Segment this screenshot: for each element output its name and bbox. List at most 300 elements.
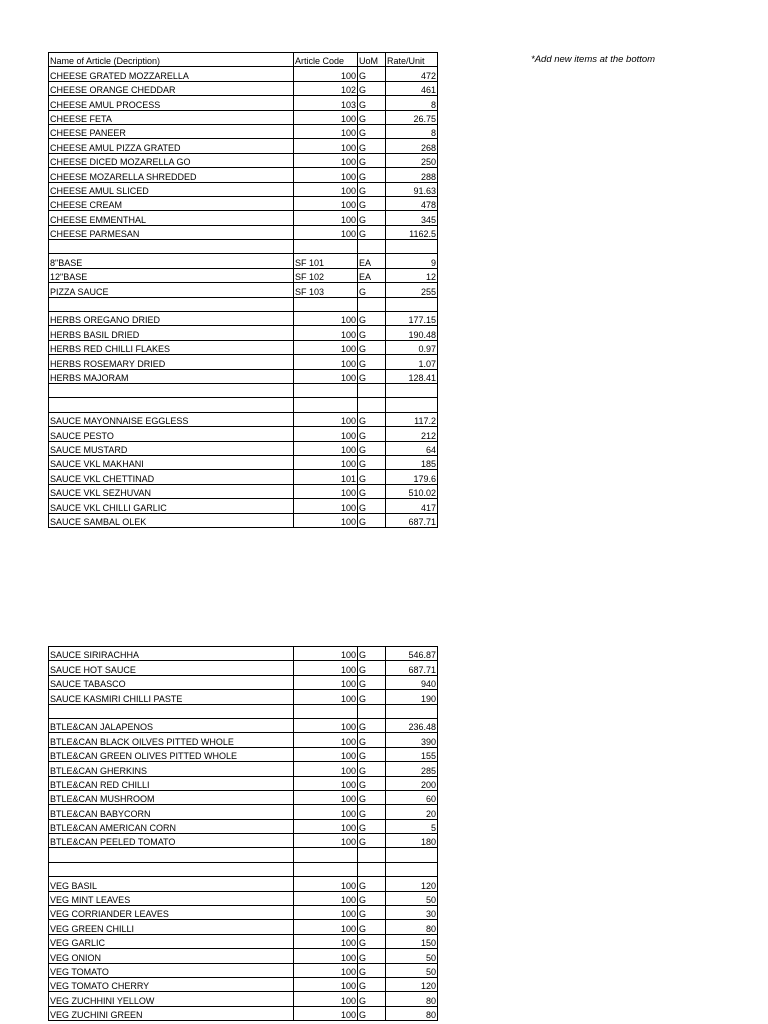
article-code-cell[interactable]: 102 — [294, 81, 358, 95]
uom-cell[interactable]: G — [358, 124, 386, 138]
uom-cell[interactable]: G — [358, 182, 386, 196]
add-items-note: *Add new items at the bottom — [531, 54, 656, 65]
rate-cell[interactable]: 50 — [386, 949, 438, 963]
rate-cell[interactable]: 180 — [386, 834, 438, 848]
table-row — [49, 934, 438, 948]
table-row — [49, 427, 438, 441]
table-row — [49, 747, 438, 761]
rate-cell[interactable]: 285 — [386, 762, 438, 776]
uom-cell[interactable]: G — [358, 369, 386, 383]
article-code-cell[interactable]: 100 — [294, 647, 358, 661]
table-row — [49, 124, 438, 138]
uom-cell[interactable] — [358, 862, 386, 876]
article-code-cell[interactable] — [294, 297, 358, 311]
table-row — [49, 805, 438, 819]
table-row — [49, 977, 438, 991]
uom-cell[interactable]: G — [358, 834, 386, 848]
article-name-cell[interactable]: VEG TOMATO — [49, 963, 294, 977]
table-row — [49, 776, 438, 790]
article-code-cell[interactable]: 100 — [294, 819, 358, 833]
rate-cell[interactable]: 472 — [386, 67, 438, 81]
article-name-cell[interactable]: CHEESE GRATED MOZZARELLA — [49, 67, 294, 81]
rate-cell[interactable]: 30 — [386, 906, 438, 920]
rate-cell[interactable]: 461 — [386, 81, 438, 95]
uom-cell[interactable]: G — [358, 819, 386, 833]
rate-cell[interactable]: 5 — [386, 819, 438, 833]
uom-cell[interactable]: G — [358, 963, 386, 977]
article-name-cell[interactable]: VEG TOMATO CHERRY — [49, 977, 294, 991]
table-row — [49, 906, 438, 920]
rate-cell[interactable]: 185 — [386, 455, 438, 469]
rate-cell[interactable]: 8 — [386, 124, 438, 138]
rate-cell[interactable]: 155 — [386, 747, 438, 761]
uom-cell[interactable]: G — [358, 81, 386, 95]
uom-cell[interactable]: G — [358, 499, 386, 513]
article-code-cell[interactable]: 101 — [294, 470, 358, 484]
article-name-cell[interactable]: BTLE&CAN BABYCORN — [49, 805, 294, 819]
uom-cell[interactable]: G — [358, 110, 386, 124]
rate-cell[interactable]: 128.41 — [386, 369, 438, 383]
article-name-cell[interactable]: SAUCE HOT SAUCE — [49, 661, 294, 675]
table-row — [49, 441, 438, 455]
article-code-cell[interactable] — [294, 240, 358, 254]
article-code-cell[interactable]: 100 — [294, 920, 358, 934]
uom-cell[interactable]: G — [358, 340, 386, 354]
uom-cell[interactable] — [358, 398, 386, 412]
table-row — [49, 283, 438, 297]
rate-cell[interactable]: 9 — [386, 254, 438, 268]
table-row — [49, 240, 438, 254]
article-name-cell[interactable]: SAUCE VKL CHILLI GARLIC — [49, 499, 294, 513]
article-code-cell[interactable] — [294, 848, 358, 862]
table-row — [49, 499, 438, 513]
table-row — [49, 254, 438, 268]
article-code-cell[interactable]: 100 — [294, 110, 358, 124]
uom-cell[interactable]: G — [358, 67, 386, 81]
rate-cell[interactable]: 1.07 — [386, 355, 438, 369]
article-name-cell[interactable]: BTLE&CAN JALAPENOS — [49, 718, 294, 732]
uom-cell[interactable]: G — [358, 513, 386, 527]
rate-cell[interactable]: 0.97 — [386, 340, 438, 354]
article-code-cell[interactable]: 100 — [294, 790, 358, 804]
table-row — [49, 862, 438, 876]
article-code-cell[interactable]: 100 — [294, 312, 358, 326]
article-code-cell[interactable] — [294, 398, 358, 412]
uom-cell[interactable]: G — [358, 153, 386, 167]
article-code-cell[interactable]: 100 — [294, 834, 358, 848]
article-name-cell[interactable]: CHEESE ORANGE CHEDDAR — [49, 81, 294, 95]
table-row — [49, 470, 438, 484]
article-code-cell[interactable]: 100 — [294, 484, 358, 498]
rate-cell[interactable]: 60 — [386, 790, 438, 804]
article-code-cell[interactable]: 100 — [294, 762, 358, 776]
table-row — [49, 1006, 438, 1020]
article-code-cell[interactable]: 100 — [294, 934, 358, 948]
rate-cell[interactable]: 390 — [386, 733, 438, 747]
article-name-cell[interactable]: BTLE&CAN AMERICAN CORN — [49, 819, 294, 833]
table-row — [49, 412, 438, 426]
article-code-cell[interactable]: 100 — [294, 661, 358, 675]
article-code-cell[interactable]: 100 — [294, 805, 358, 819]
uom-cell[interactable]: G — [358, 877, 386, 891]
table-row — [49, 675, 438, 689]
table-row — [49, 647, 438, 661]
article-name-cell[interactable] — [49, 848, 294, 862]
rate-cell[interactable]: 80 — [386, 992, 438, 1006]
rate-cell[interactable]: 80 — [386, 920, 438, 934]
table-row — [49, 268, 438, 282]
article-name-cell[interactable]: CHEESE AMUL PROCESS — [49, 96, 294, 110]
uom-cell[interactable]: G — [358, 168, 386, 182]
table-row — [49, 326, 438, 340]
uom-cell[interactable]: G — [358, 718, 386, 732]
uom-cell[interactable]: G — [358, 934, 386, 948]
article-name-cell[interactable]: VEG BASIL — [49, 877, 294, 891]
table-row — [49, 153, 438, 167]
article-name-cell[interactable]: SAUCE VKL MAKHANI — [49, 455, 294, 469]
uom-cell[interactable] — [358, 240, 386, 254]
article-code-cell[interactable]: 100 — [294, 412, 358, 426]
table-row — [49, 762, 438, 776]
article-code-cell[interactable]: 100 — [294, 977, 358, 991]
article-name-cell[interactable]: VEG GREEN CHILLI — [49, 920, 294, 934]
article-name-cell[interactable]: HERBS OREGANO DRIED — [49, 312, 294, 326]
uom-cell[interactable]: G — [358, 484, 386, 498]
uom-cell[interactable]: G — [358, 747, 386, 761]
uom-cell[interactable]: G — [358, 139, 386, 153]
article-code-cell[interactable]: 100 — [294, 776, 358, 790]
table-row — [49, 398, 438, 412]
uom-cell[interactable]: G — [358, 211, 386, 225]
table-row — [49, 455, 438, 469]
rate-cell[interactable]: 26.75 — [386, 110, 438, 124]
article-name-cell[interactable]: VEG CORRIANDER LEAVES — [49, 906, 294, 920]
rate-cell[interactable]: 12 — [386, 268, 438, 282]
rate-cell[interactable]: 190.48 — [386, 326, 438, 340]
article-name-cell[interactable]: VEG GARLIC — [49, 934, 294, 948]
uom-cell[interactable]: G — [358, 891, 386, 905]
article-name-cell[interactable]: SAUCE TABASCO — [49, 675, 294, 689]
rate-cell[interactable]: 288 — [386, 168, 438, 182]
uom-cell[interactable] — [358, 848, 386, 862]
article-name-cell[interactable] — [49, 704, 294, 718]
rate-cell[interactable] — [386, 862, 438, 876]
header-rate[interactable]: Rate/Unit — [386, 53, 438, 67]
article-name-cell[interactable]: BTLE&CAN GHERKINS — [49, 762, 294, 776]
rate-cell[interactable]: 1162.5 — [386, 225, 438, 239]
uom-cell[interactable]: G — [358, 920, 386, 934]
uom-cell[interactable]: G — [358, 427, 386, 441]
article-name-cell[interactable]: PIZZA SAUCE — [49, 283, 294, 297]
article-name-cell[interactable] — [49, 862, 294, 876]
article-code-cell[interactable]: 100 — [294, 963, 358, 977]
rate-cell[interactable]: 117.2 — [386, 412, 438, 426]
rate-cell[interactable]: 345 — [386, 211, 438, 225]
article-name-cell[interactable]: CHEESE DICED MOZARELLA GO — [49, 153, 294, 167]
table-row — [49, 96, 438, 110]
article-code-cell[interactable]: 100 — [294, 182, 358, 196]
article-code-cell[interactable]: 100 — [294, 441, 358, 455]
article-table-bottom-body — [49, 647, 438, 1021]
article-name-cell[interactable]: SAUCE VKL CHETTINAD — [49, 470, 294, 484]
article-name-cell[interactable]: SAUCE KASMIRI CHILLI PASTE — [49, 690, 294, 704]
article-code-cell[interactable]: SF 102 — [294, 268, 358, 282]
table-row — [49, 383, 438, 397]
article-code-cell[interactable] — [294, 862, 358, 876]
uom-cell[interactable]: G — [358, 441, 386, 455]
rate-cell[interactable]: 80 — [386, 1006, 438, 1020]
table-row — [49, 513, 438, 527]
uom-cell[interactable]: G — [358, 96, 386, 110]
article-code-cell[interactable]: 100 — [294, 427, 358, 441]
rate-cell[interactable]: 50 — [386, 891, 438, 905]
uom-cell[interactable] — [358, 383, 386, 397]
table-row — [49, 211, 438, 225]
rate-cell[interactable]: 50 — [386, 963, 438, 977]
table-row — [49, 733, 438, 747]
article-name-cell[interactable] — [49, 240, 294, 254]
table-row — [49, 819, 438, 833]
article-name-cell[interactable]: CHEESE MOZARELLA SHREDDED — [49, 168, 294, 182]
table-row — [49, 340, 438, 354]
rate-cell[interactable]: 177.15 — [386, 312, 438, 326]
uom-cell[interactable]: G — [358, 805, 386, 819]
table-row — [49, 790, 438, 804]
table-row — [49, 225, 438, 239]
article-name-cell[interactable]: 8"BASE — [49, 254, 294, 268]
uom-cell[interactable]: G — [358, 733, 386, 747]
table-row — [49, 168, 438, 182]
rate-cell[interactable] — [386, 704, 438, 718]
uom-cell[interactable]: G — [358, 326, 386, 340]
rate-cell[interactable]: 8 — [386, 96, 438, 110]
rate-cell[interactable]: 190 — [386, 690, 438, 704]
header-uom[interactable]: UoM — [358, 53, 386, 67]
article-code-cell[interactable]: 100 — [294, 992, 358, 1006]
article-code-cell[interactable]: 100 — [294, 499, 358, 513]
table-row — [49, 891, 438, 905]
table-row — [49, 484, 438, 498]
table-row — [49, 182, 438, 196]
uom-cell[interactable]: G — [358, 312, 386, 326]
rate-cell[interactable]: 687.71 — [386, 513, 438, 527]
article-code-cell[interactable]: 100 — [294, 718, 358, 732]
header-name[interactable]: Name of Article (Decription) — [49, 53, 294, 67]
article-name-cell[interactable]: BTLE&CAN PEELED TOMATO — [49, 834, 294, 848]
article-name-cell[interactable]: CHEESE PANEER — [49, 124, 294, 138]
article-table-top-body — [49, 53, 438, 528]
rate-cell[interactable]: 212 — [386, 427, 438, 441]
table-row — [49, 718, 438, 732]
uom-cell[interactable]: G — [358, 470, 386, 484]
table-row — [49, 312, 438, 326]
article-name-cell[interactable]: BTLE&CAN MUSHROOM — [49, 790, 294, 804]
uom-cell[interactable] — [358, 297, 386, 311]
uom-cell[interactable]: G — [358, 675, 386, 689]
table-row — [49, 848, 438, 862]
article-code-cell[interactable]: 100 — [294, 225, 358, 239]
article-name-cell[interactable] — [49, 383, 294, 397]
uom-cell[interactable]: G — [358, 196, 386, 210]
article-code-cell[interactable]: 100 — [294, 891, 358, 905]
table-row — [49, 992, 438, 1006]
uom-cell[interactable]: G — [358, 647, 386, 661]
article-code-cell[interactable]: 100 — [294, 211, 358, 225]
header-code[interactable]: Article Code — [294, 53, 358, 67]
rate-cell[interactable]: 20 — [386, 805, 438, 819]
uom-cell[interactable]: G — [358, 283, 386, 297]
rate-cell[interactable] — [386, 398, 438, 412]
rate-cell[interactable]: 150 — [386, 934, 438, 948]
table-row — [49, 81, 438, 95]
table-row — [49, 877, 438, 891]
article-name-cell[interactable] — [49, 398, 294, 412]
article-name-cell[interactable]: SAUCE MAYONNAISE EGGLESS — [49, 412, 294, 426]
article-code-cell[interactable]: 100 — [294, 153, 358, 167]
rate-cell[interactable]: 179.6 — [386, 470, 438, 484]
article-name-cell[interactable]: HERBS MAJORAM — [49, 369, 294, 383]
table-row — [49, 369, 438, 383]
rate-cell[interactable]: 91.63 — [386, 182, 438, 196]
article-code-cell[interactable]: 100 — [294, 139, 358, 153]
uom-cell[interactable]: G — [358, 690, 386, 704]
article-code-cell[interactable]: 100 — [294, 733, 358, 747]
article-code-cell[interactable]: 100 — [294, 369, 358, 383]
article-name-cell[interactable]: HERBS ROSEMARY DRIED — [49, 355, 294, 369]
uom-cell[interactable]: G — [358, 455, 386, 469]
article-name-cell[interactable]: BTLE&CAN GREEN OLIVES PITTED WHOLE — [49, 747, 294, 761]
uom-cell[interactable]: G — [358, 949, 386, 963]
rate-cell[interactable]: 120 — [386, 877, 438, 891]
article-name-cell[interactable]: SAUCE PESTO — [49, 427, 294, 441]
table-row — [49, 67, 438, 81]
article-name-cell[interactable]: CHEESE PARMESAN — [49, 225, 294, 239]
article-name-cell[interactable]: SAUCE SIRIRACHHA — [49, 647, 294, 661]
table-row — [49, 949, 438, 963]
uom-cell[interactable]: G — [358, 906, 386, 920]
table-row — [49, 297, 438, 311]
rate-cell[interactable]: 120 — [386, 977, 438, 991]
article-code-cell[interactable]: 100 — [294, 513, 358, 527]
uom-cell[interactable]: G — [358, 1006, 386, 1020]
rate-cell[interactable] — [386, 240, 438, 254]
article-code-cell[interactable] — [294, 383, 358, 397]
rate-cell[interactable] — [386, 383, 438, 397]
article-name-cell[interactable]: SAUCE SAMBAL OLEK — [49, 513, 294, 527]
table-row — [49, 704, 438, 718]
article-name-cell[interactable]: HERBS RED CHILLI FLAKES — [49, 340, 294, 354]
article-code-cell[interactable]: 100 — [294, 67, 358, 81]
table-row — [49, 963, 438, 977]
article-name-cell[interactable]: BTLE&CAN BLACK OILVES PITTED WHOLE — [49, 733, 294, 747]
article-name-cell[interactable]: CHEESE EMMENTHAL — [49, 211, 294, 225]
rate-cell[interactable]: 687.71 — [386, 661, 438, 675]
article-code-cell[interactable]: 100 — [294, 455, 358, 469]
uom-cell[interactable]: G — [358, 762, 386, 776]
article-name-cell[interactable]: CHEESE AMUL SLICED — [49, 182, 294, 196]
uom-cell[interactable]: EA — [358, 268, 386, 282]
rate-cell[interactable]: 200 — [386, 776, 438, 790]
article-code-cell[interactable]: 100 — [294, 949, 358, 963]
article-code-cell[interactable]: 100 — [294, 1006, 358, 1020]
article-code-cell[interactable]: 100 — [294, 747, 358, 761]
uom-cell[interactable]: G — [358, 355, 386, 369]
article-name-cell[interactable]: CHEESE FETA — [49, 110, 294, 124]
rate-cell[interactable]: 255 — [386, 283, 438, 297]
article-code-cell[interactable]: 103 — [294, 96, 358, 110]
rate-cell[interactable]: 940 — [386, 675, 438, 689]
article-table-bottom — [48, 646, 438, 1021]
article-name-cell[interactable]: 12"BASE — [49, 268, 294, 282]
rate-cell[interactable]: 236.48 — [386, 718, 438, 732]
article-name-cell[interactable]: CHEESE CREAM — [49, 196, 294, 210]
rate-cell[interactable]: 417 — [386, 499, 438, 513]
article-table-top — [48, 52, 438, 528]
uom-cell[interactable] — [358, 704, 386, 718]
article-name-cell[interactable]: SAUCE MUSTARD — [49, 441, 294, 455]
article-name-cell[interactable]: CHEESE AMUL PIZZA GRATED — [49, 139, 294, 153]
article-code-cell[interactable]: 100 — [294, 326, 358, 340]
article-name-cell[interactable]: VEG MINT LEAVES — [49, 891, 294, 905]
article-code-cell[interactable]: 100 — [294, 124, 358, 138]
rate-cell[interactable] — [386, 297, 438, 311]
article-code-cell[interactable]: 100 — [294, 196, 358, 210]
uom-cell[interactable]: G — [358, 776, 386, 790]
rate-cell[interactable]: 250 — [386, 153, 438, 167]
article-name-cell[interactable]: HERBS BASIL DRIED — [49, 326, 294, 340]
article-name-cell[interactable] — [49, 297, 294, 311]
uom-cell[interactable]: G — [358, 977, 386, 991]
uom-cell[interactable]: G — [358, 790, 386, 804]
article-name-cell[interactable]: SAUCE VKL SEZHUVAN — [49, 484, 294, 498]
table-row — [49, 834, 438, 848]
table-row — [49, 139, 438, 153]
table-row — [49, 690, 438, 704]
article-name-cell[interactable]: BTLE&CAN RED CHILLI — [49, 776, 294, 790]
table-row — [49, 661, 438, 675]
article-code-cell[interactable]: SF 101 — [294, 254, 358, 268]
table-row — [49, 355, 438, 369]
article-code-cell[interactable]: 100 — [294, 675, 358, 689]
article-name-cell[interactable]: VEG ZUCHINI GREEN — [49, 1006, 294, 1020]
rate-cell[interactable]: 546.87 — [386, 647, 438, 661]
uom-cell[interactable]: G — [358, 992, 386, 1006]
uom-cell[interactable]: G — [358, 225, 386, 239]
uom-cell[interactable]: EA — [358, 254, 386, 268]
uom-cell[interactable]: G — [358, 412, 386, 426]
article-code-cell[interactable]: SF 103 — [294, 283, 358, 297]
table-row — [49, 920, 438, 934]
table-row — [49, 196, 438, 210]
rate-cell[interactable]: 64 — [386, 441, 438, 455]
rate-cell[interactable]: 510.02 — [386, 484, 438, 498]
rate-cell[interactable]: 478 — [386, 196, 438, 210]
article-name-cell[interactable]: VEG ZUCHHINI YELLOW — [49, 992, 294, 1006]
article-code-cell[interactable]: 100 — [294, 340, 358, 354]
header-row — [49, 53, 438, 67]
uom-cell[interactable]: G — [358, 661, 386, 675]
article-code-cell[interactable]: 100 — [294, 906, 358, 920]
rate-cell[interactable] — [386, 848, 438, 862]
table-row — [49, 110, 438, 124]
article-code-cell[interactable]: 100 — [294, 877, 358, 891]
article-code-cell[interactable]: 100 — [294, 355, 358, 369]
article-name-cell[interactable]: VEG ONION — [49, 949, 294, 963]
article-code-cell[interactable]: 100 — [294, 690, 358, 704]
article-code-cell[interactable]: 100 — [294, 168, 358, 182]
article-code-cell[interactable] — [294, 704, 358, 718]
rate-cell[interactable]: 268 — [386, 139, 438, 153]
